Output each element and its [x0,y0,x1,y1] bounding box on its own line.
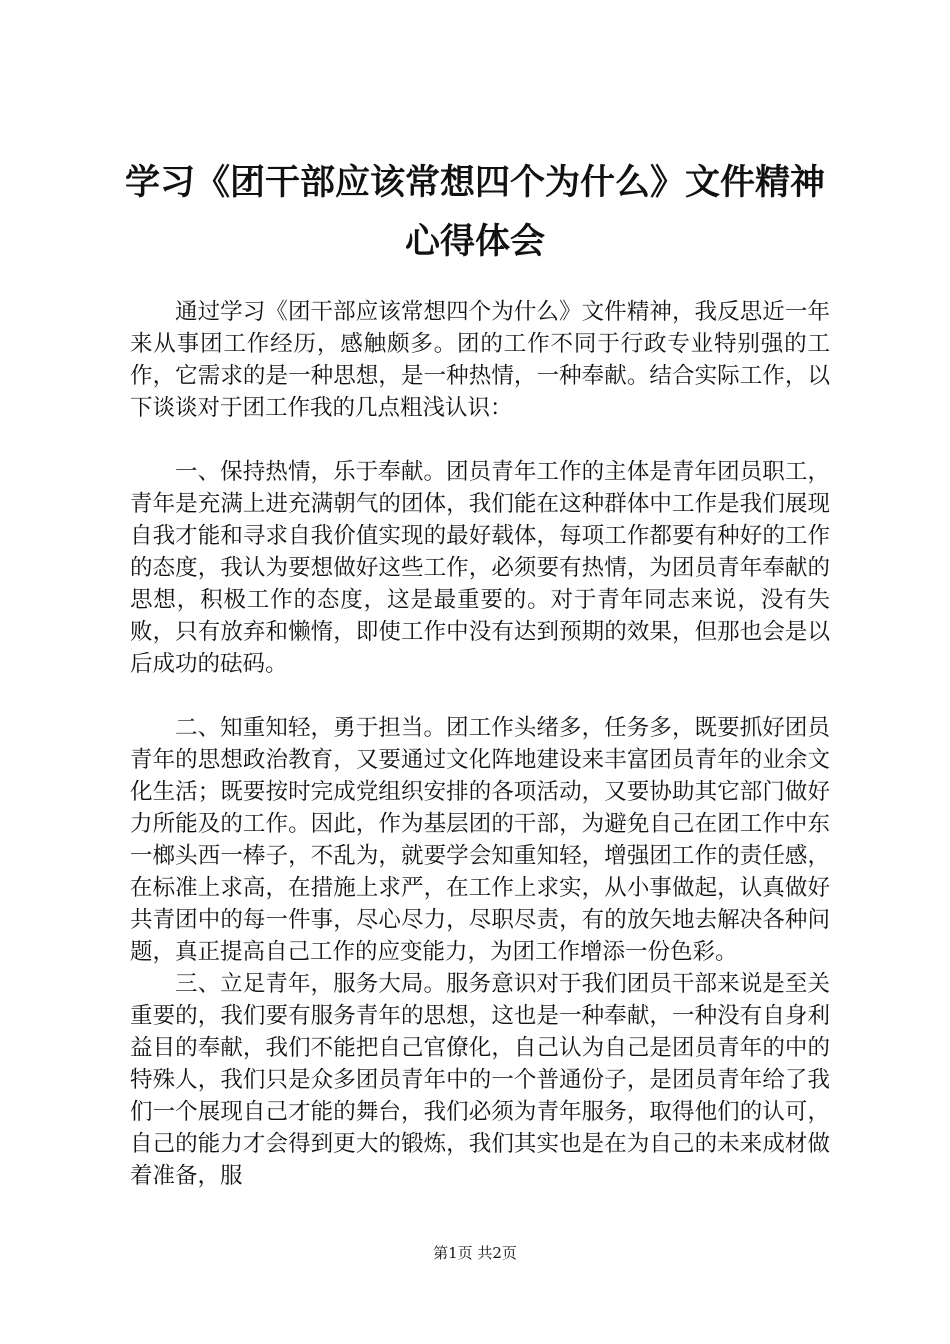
page-number: 第1页 [433,1244,473,1262]
page-total: 共2页 [477,1244,517,1262]
document-title-line1: 学习《团干部应该常想四个为什么》文件精神 [124,162,825,203]
page-footer [0,1243,950,1263]
paragraph-section-1: 一、保持热情，乐于奉献。团员青年工作的主体是青年团员职工，青年是充满上进充满朝气的团体，我们能在这种群体中工作是我们展现自我才能和寻求自我价值实现的最好载体，每项工作都要有种好的工作的态度，我认为要想做好这些工作，必须要有热情，为团员青年奉献的思想，积极工作的态度，这是最重要的。对于青年同志来说，没有失败，只有放弃和懒惰，即使工作中没有达到预期的效果，但那也会是以后成功的砝码。 [130,459,830,677]
document-body [130,296,830,1192]
paragraph-section-3: 三、立足青年，服务大局。服务意识对于我们团员干部来说是至关重要的，我们要有服务青年的思想，这也是一种奉献，一种没有自身利益目的奉献，我们不能把自己官僚化，自己认为自己是团员青年的中的特殊人，我们只是众多团员青年中的一个普通份子，是团员青年给了我们一个展现自己才能的舞台，我们必须为青年服务，取得他们的认可，自己的能力才会得到更大的锻炼，我们其实也是在为自己的未来成材做着准备，服 [130,971,830,1189]
paragraph-intro: 通过学习《团干部应该常想四个为什么》文件精神，我反思近一年来从事团工作经历，感触颇多。团的工作不同于行政专业特别强的工作，它需求的是一种思想，是一种热情，一种奉献。结合实际工作，以下谈谈对于团工作我的几点粗浅认识： [130,299,830,421]
paragraph-section-2: 二、知重知轻，勇于担当。团工作头绪多，任务多，既要抓好团员青年的思想政治教育，又要通过文化阵地建设来丰富团员青年的业余文化生活；既要按时完成党组织安排的各项活动，又要协助其它部门做好力所能及的工作。因此，作为基层团的干部，为避免自己在团工作中东一榔头西一棒子，不乱为，就要学会知重知轻，增强团工作的责任感，在标准上求高，在措施上求严，在工作上求实，从小事做起，认真做好共青团中的每一件事，尽心尽力，尽职尽责，有的放矢地去解决各种问题，真正提高自己工作的应变能力，为团工作增添一份色彩。 [130,715,830,965]
document-title-line2: 心得体会 [404,221,545,262]
